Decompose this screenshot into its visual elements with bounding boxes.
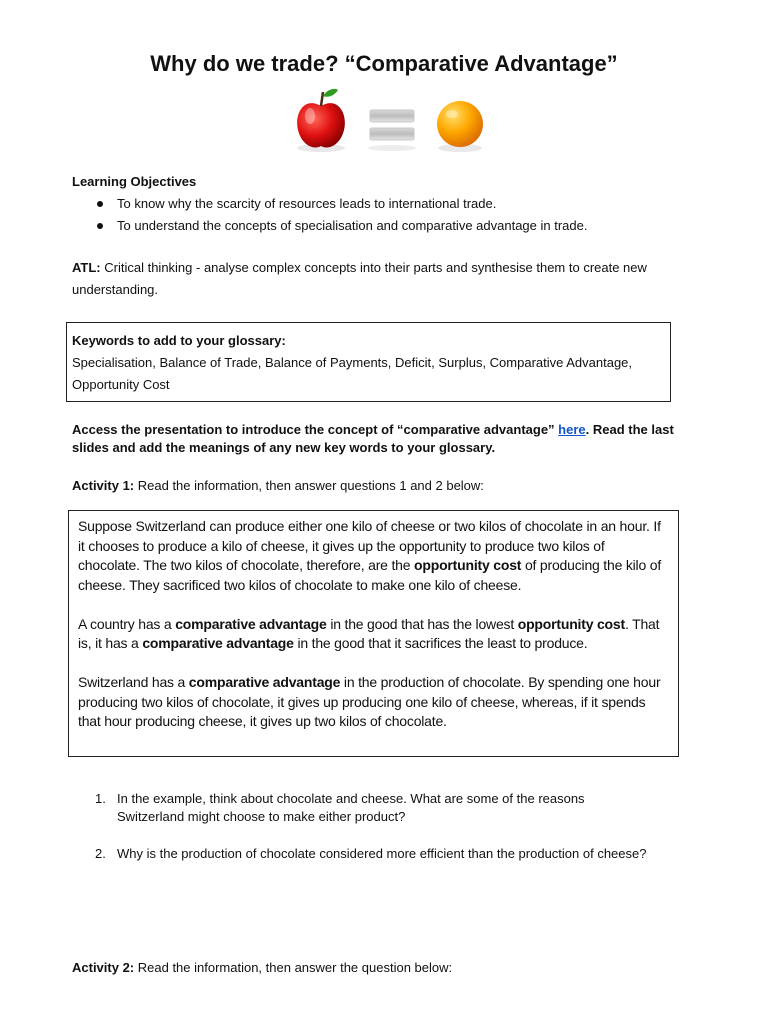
activity2-instruction [72, 957, 452, 979]
activity1-label: Activity 1: [72, 478, 135, 493]
question-item: 2. Why is the production of chocolate considered more efficient than the production of cheese? [95, 846, 647, 861]
access-text-end: . Read the last slides and add the meanings of any new key words to your glossary. [72, 422, 674, 455]
keywords-list: Specialisation, Balance of Trade, Balance of Payments, Deficit, Surplus, Comparative Advantage, Opportunity Cost [72, 355, 633, 392]
atl-label: ATL: [72, 260, 101, 275]
activity2-text: Read the information, then answer the question below: [134, 960, 453, 975]
apple-equals-orange-illustration [292, 84, 492, 156]
page-title: Why do we trade? “Comparative Advantage” [150, 51, 618, 76]
list-item: To understand the concepts of specialisation and comparative advantage in trade. [72, 215, 587, 237]
keywords-heading: Keywords to add to your glossary: [72, 333, 286, 348]
list-item: To know why the scarcity of resources leads to international trade. [72, 193, 587, 215]
presentation-link[interactable]: here [558, 422, 586, 437]
learning-objectives-section [72, 171, 587, 237]
atl-paragraph [72, 257, 702, 301]
info-paragraph-2: A country has a comparative advantage in the good that has the lowest opportunity cost. That is, it has a comparative advantage in the good that it sacrifices the least to produce. [78, 615, 660, 651]
activity2-label: Activity 2: [72, 960, 135, 975]
comparative-advantage-info-box [68, 510, 679, 757]
questions-list [72, 790, 692, 863]
info-paragraph-3: Switzerland has a comparative advantage in the production of chocolate. By spending one hour producing two kilos of chocolate, it gives up producing one kilo of cheese, whereas, if it spends that hour producing cheese, it gives up two kilos of chocolate. [78, 674, 661, 729]
learning-objectives-heading: Learning Objectives [72, 174, 197, 189]
equals-icon [368, 110, 416, 151]
orange-icon [437, 101, 483, 152]
activity1-instruction [72, 475, 484, 497]
atl-text: Critical thinking - analyse complex concepts into their parts and synthesise them to create new understanding. [72, 260, 647, 297]
access-presentation-instruction [72, 421, 697, 457]
access-text: Access the presentation to introduce the concept of “comparative advantage” [72, 422, 559, 437]
activity1-text: Read the information, then answer questions 1 and 2 below: [134, 478, 484, 493]
keywords-box [66, 322, 671, 402]
question-item: 1. In the example, think about chocolate and cheese. What are some of the reasons Switzerland might choose to make either product? [95, 791, 585, 824]
learning-objectives-list [72, 193, 587, 237]
info-paragraph-1: Suppose Switzerland can produce either one kilo of cheese or two kilos of chocolate in an hour. If it chooses to produce a kilo of cheese, it gives up the opportunity to produce two kilos of chocolate. The two kilos of chocolate, therefore, are the opportunity cost of producing the kilo of cheese. They sacrificed two kilos of chocolate to make one kilo of cheese. [78, 518, 662, 593]
apple-icon [297, 89, 345, 152]
